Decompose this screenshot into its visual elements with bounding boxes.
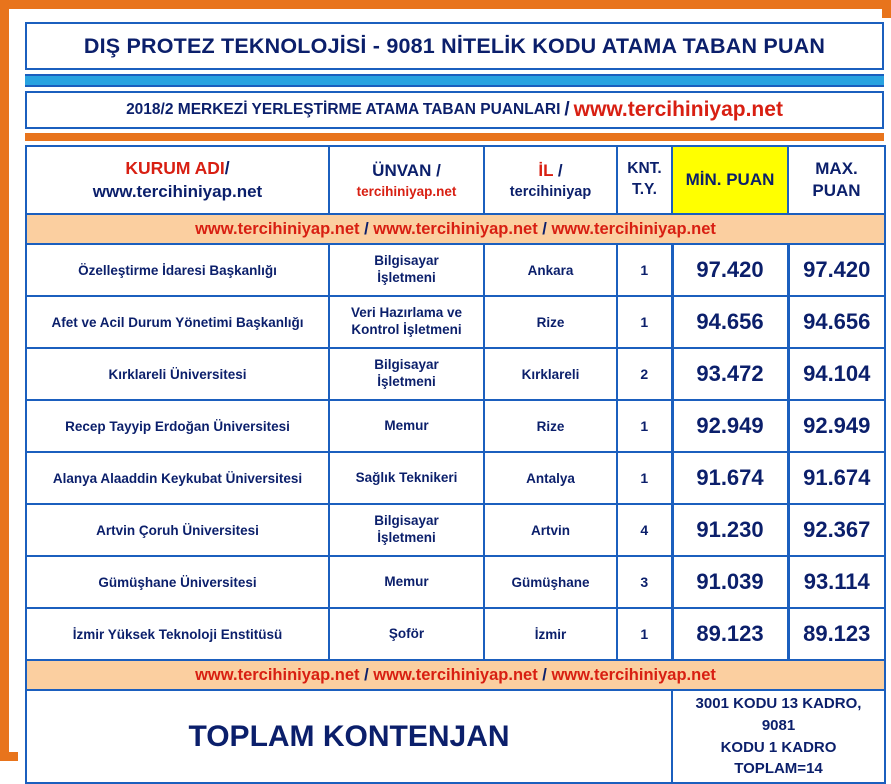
cell-unvan-line2: İşletmeni [377,374,436,389]
cell-unvan-line2: Kontrol İşletmeni [351,322,462,337]
column-header-kurum [26,146,329,214]
cell-max-puan: 92.949 [788,400,885,452]
cell-il: Rize [484,296,617,348]
table-row [26,348,885,400]
subtitle-website-url: www.tercihiniyap.net [573,98,783,121]
kurum-header-line2: www.tercihiniyap.net [92,182,263,201]
footer-value-line2: KODU 1 KADRO TOPLAM=14 [720,738,837,778]
kurum-header-line1: KURUM ADI/ [125,158,230,178]
cell-kontenjan: 1 [617,400,672,452]
cell-min-puan: 92.949 [672,400,788,452]
cell-unvan-line1: Bilgisayar [374,253,439,269]
table-footer-row [26,690,885,783]
column-header-il [484,146,617,214]
table-header-row [26,146,885,214]
cell-il: Antalya [484,452,617,504]
cell-unvan-line1: Memur [384,417,429,433]
cell-unvan-line1: Şoför [388,625,425,641]
banner-row-bottom [26,660,885,690]
cell-max-puan: 93.114 [788,556,885,608]
cell-kurum: Özelleştirme İdaresi Başkanlığı [26,244,329,296]
cell-unvan-line1: Sağlık Teknikeri [355,469,458,485]
document-inner [18,18,891,778]
cell-kurum: İzmir Yüksek Teknoloji Enstitüsü [26,608,329,660]
il-header-line2: tercihiniyap [509,183,592,200]
cell-min-puan: 93.472 [672,348,788,400]
cyan-divider [25,74,884,87]
cell-il: Gümüşhane [484,556,617,608]
table-row [26,608,885,660]
cell-kurum: Kırklareli Üniversitesi [26,348,329,400]
cell-min-puan: 91.230 [672,504,788,556]
cell-kurum: Afet ve Acil Durum Yönetimi Başkanlığı [26,296,329,348]
document-subtitle-band [25,91,884,129]
subtitle-text: 2018/2 MERKEZİ YERLEŞTİRME ATAMA TABAN PUANLARI [126,101,561,118]
cell-min-puan: 91.039 [672,556,788,608]
cell-unvan [329,400,484,452]
banner-text: www.tercihiniyap.net / www.tercihiniyap.net / www.tercihiniyap.net [195,219,716,238]
cell-unvan-line2: İşletmeni [377,530,436,545]
banner-cell-bottom [26,660,885,690]
cell-kontenjan: 2 [617,348,672,400]
cell-min-puan: 94.656 [672,296,788,348]
subtitle-separator: / [564,99,570,120]
cell-max-puan: 89.123 [788,608,885,660]
cell-il: İzmir [484,608,617,660]
cell-unvan [329,556,484,608]
table-row [26,504,885,556]
cell-kurum: Gümüşhane Üniversitesi [26,556,329,608]
column-header-kontenjan: KNT. T.Y. [617,146,672,214]
table-row [26,244,885,296]
cell-kontenjan: 1 [617,452,672,504]
cell-il: Kırklareli [484,348,617,400]
footer-value-kadro-toplam [672,690,885,783]
cell-unvan [329,244,484,296]
document-title-band [25,22,884,70]
banner-text: www.tercihiniyap.net / www.tercihiniyap.net / www.tercihiniyap.net [195,665,716,684]
cell-kontenjan: 1 [617,608,672,660]
orange-divider [25,133,884,141]
il-header-line1: İL / [538,160,563,180]
column-header-max-puan: MAX. PUAN [788,146,885,214]
cell-unvan [329,504,484,556]
banner-row-top [26,214,885,244]
cell-max-puan: 97.420 [788,244,885,296]
atama-taban-puan-table [25,145,886,784]
cell-kurum: Alanya Alaaddin Keykubat Üniversitesi [26,452,329,504]
cell-il: Rize [484,400,617,452]
cell-unvan [329,348,484,400]
unvan-header-line1: ÜNVAN / [372,161,441,180]
footer-label-toplam-kontenjan: TOPLAM KONTENJAN [26,690,672,783]
data-table-wrapper [25,145,884,784]
cell-unvan-line1: Memur [384,573,429,589]
cell-min-puan: 89.123 [672,608,788,660]
cell-kurum: Artvin Çoruh Üniversitesi [26,504,329,556]
cell-kontenjan: 4 [617,504,672,556]
cell-min-puan: 97.420 [672,244,788,296]
cell-unvan-line1: Bilgisayar [374,357,439,373]
footer-value-line1: 3001 KODU 13 KADRO, 9081 [695,695,862,734]
unvan-header-line2: tercihiniyap.net [356,184,457,199]
cell-unvan-line2: İşletmeni [377,270,436,285]
cell-unvan [329,296,484,348]
cell-il: Artvin [484,504,617,556]
table-row [26,556,885,608]
cell-max-puan: 94.104 [788,348,885,400]
cell-unvan [329,608,484,660]
cell-kontenjan: 1 [617,244,672,296]
cell-kurum: Recep Tayyip Erdoğan Üniversitesi [26,400,329,452]
cell-unvan-line1: Veri Hazırlama ve [350,305,463,321]
cell-max-puan: 92.367 [788,504,885,556]
cell-min-puan: 91.674 [672,452,788,504]
cell-max-puan: 91.674 [788,452,885,504]
cell-max-puan: 94.656 [788,296,885,348]
banner-cell-top [26,214,885,244]
cell-il: Ankara [484,244,617,296]
cell-kontenjan: 3 [617,556,672,608]
column-header-min-puan: MİN. PUAN [672,146,788,214]
cell-unvan [329,452,484,504]
table-row [26,452,885,504]
page-title: DIŞ PROTEZ TEKNOLOJİSİ - 9081 NİTELİK KODU ATAMA TABAN PUAN [83,33,826,58]
table-row [26,296,885,348]
cell-kontenjan: 1 [617,296,672,348]
cell-unvan-line1: Bilgisayar [374,513,439,529]
table-row [26,400,885,452]
column-header-unvan [329,146,484,214]
